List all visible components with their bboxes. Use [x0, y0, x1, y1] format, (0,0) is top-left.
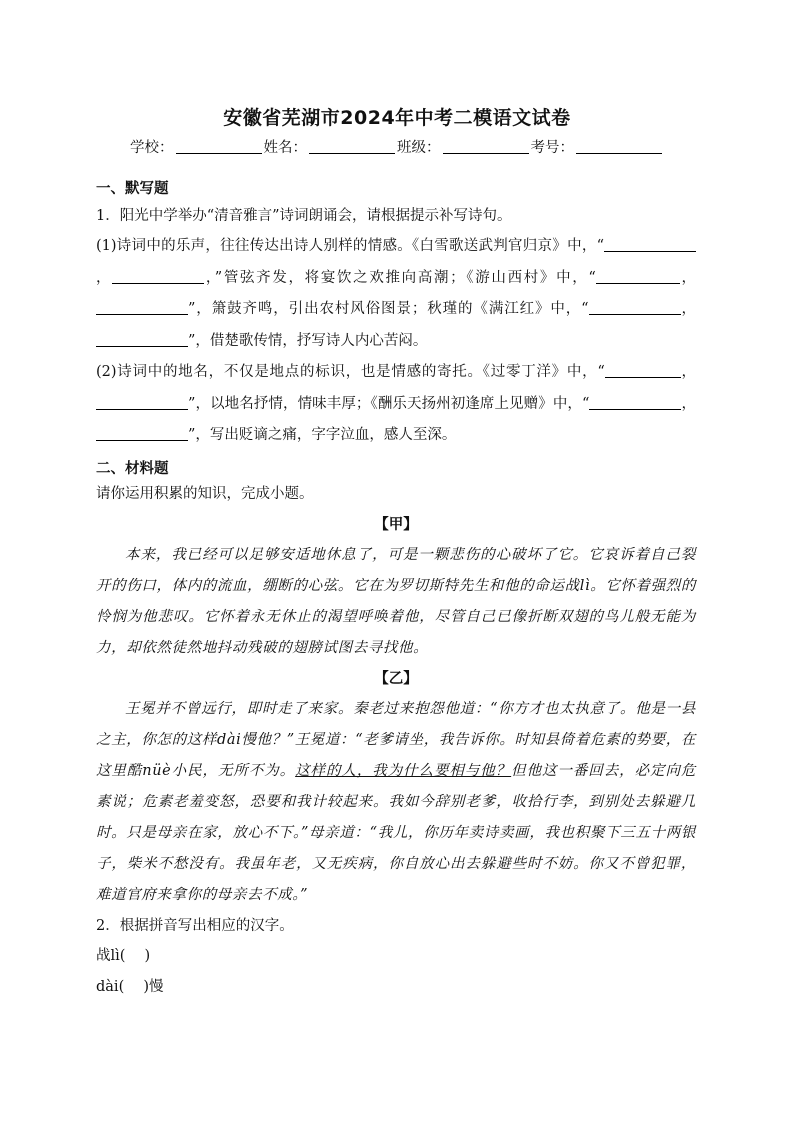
answer-blank[interactable] [589, 394, 681, 410]
section-2-heading: 二、材料题 [96, 460, 169, 477]
school-blank[interactable] [176, 139, 262, 154]
q1p1-text-f: ， [680, 301, 697, 317]
name-label: 姓名： [263, 140, 307, 156]
passage-yi [96, 694, 696, 911]
q1p2-text-d: “ [581, 395, 590, 412]
passage-jia: 本来，我已经可以足够安适地休息了，可是一颗悲伤的心破坏了它。它哀诉着自己裂开的伤口，体内的流血，绷断的心弦。它在为罗切斯特先生和他的命运战lì。它怀着强烈的怜悯为他悲叹。它怀着永无休止的渴望呼唤着他，尽管自己已像折断双翅的鸟儿般无能为力，却依然徒然地抖动残破的翅膀试图去寻找他。 [96, 546, 696, 656]
passage-jia-label: 【甲】 [374, 516, 418, 533]
number-label: 考号： [530, 140, 574, 156]
q1p1-text-e: ”，箫鼓齐鸣，引出农村风俗图景；秋瑾的《满江红》中，“ [188, 301, 589, 317]
answer-blank[interactable] [96, 331, 188, 347]
answer-blank[interactable] [605, 362, 643, 378]
q1p2-text-c: ”，以地名抒情，情味丰厚；《酬乐天扬州初逢席上见赠》中， [188, 395, 582, 412]
exam-content [96, 176, 696, 1003]
answer-blank[interactable] [622, 268, 680, 284]
section-2-instruction: 请你运用积累的知识，完成小题。 [96, 485, 314, 502]
answer-blank[interactable] [112, 268, 204, 284]
answer-blank[interactable] [604, 236, 634, 252]
q1p2-text-a: (2)诗词中的地名，不仅是地点的标识，也是情感的寄托。《过零丁洋》中，“ [96, 364, 605, 380]
student-info-line [0, 136, 794, 157]
school-label: 学校： [130, 140, 174, 156]
q1p1-text-a: (1)诗词中的乐声，往往传达出诗人别样的情感。《白雪歌送武判官归京》中，“ [96, 238, 604, 254]
answer-line-2[interactable]: dài( )慢 [96, 978, 164, 995]
answer-line-1[interactable]: 战lì( ) [96, 947, 151, 964]
q1p1-text-d: ， [679, 269, 697, 286]
answer-blank[interactable] [96, 299, 188, 315]
answer-blank[interactable] [643, 362, 681, 378]
passage-yi-label: 【乙】 [374, 670, 418, 687]
passage-yi-underlined: 这样的人，我为什么要相与他？ [295, 762, 512, 779]
answer-blank[interactable] [96, 394, 188, 410]
answer-blank[interactable] [596, 268, 622, 284]
answer-blank[interactable] [634, 236, 696, 252]
number-blank[interactable] [576, 139, 662, 154]
passage-yi-text-b: 但他这一番回去，必定向危素说；危素老羞变怒，恐要和我计较起来。我如今辞别老爹，收拾行李，到别处去躲避几时。只是母亲在家，放心不下。”母亲道：“我儿，你历年卖诗卖画，我也积聚下三五十两银子，柴米不愁没有。我虽年老，又无疾病，你自放心出去躲避些时不妨。你又不曾犯罪，难道官府来拿你的母亲去不成。” [96, 762, 696, 903]
question-1-part-1 [96, 231, 696, 357]
q1p2-text-e: ， [681, 395, 696, 412]
exam-title: 安徽省芜湖市2024年中考二模语文试卷 [223, 107, 571, 129]
passage-yi-text-a: 王冕并不曾远行，即时走了来家。秦老过来抱怨他道：“你方才也太执意了。他是一县之主，你怎的这样dài慢他？”王冕道：“老爹请坐，我告诉你。时知县倚着危素的势要，在这里酷nüè小民，无所不为。 [96, 700, 696, 779]
q1p1-text-c: ，”管弦齐发，将宴饮之欢推向高潮；《游山西村》中，“ [204, 269, 596, 286]
class-label: 班级： [397, 140, 441, 156]
q1p1-text-g: ”，借楚歌传情，抒写诗人内心苦闷。 [188, 332, 428, 349]
question-1-intro: 1．阳光中学举办“清音雅言”诗词朗诵会，请根据提示补写诗句。 [96, 208, 512, 224]
answer-blank[interactable] [96, 425, 188, 441]
name-blank[interactable] [309, 139, 395, 154]
section-1-heading: 一、默写题 [96, 181, 169, 197]
answer-blank[interactable] [589, 299, 681, 315]
q1p1-text-b: ， [96, 269, 113, 286]
question-1-part-2 [96, 357, 696, 452]
class-blank[interactable] [443, 139, 529, 154]
q1p2-text-f: ”，写出贬谪之痛，字字泣血，感人至深。 [188, 427, 457, 443]
question-2: 2．根据拼音写出相应的汉字。 [96, 917, 294, 934]
q1p2-text-b: ， [680, 364, 697, 380]
